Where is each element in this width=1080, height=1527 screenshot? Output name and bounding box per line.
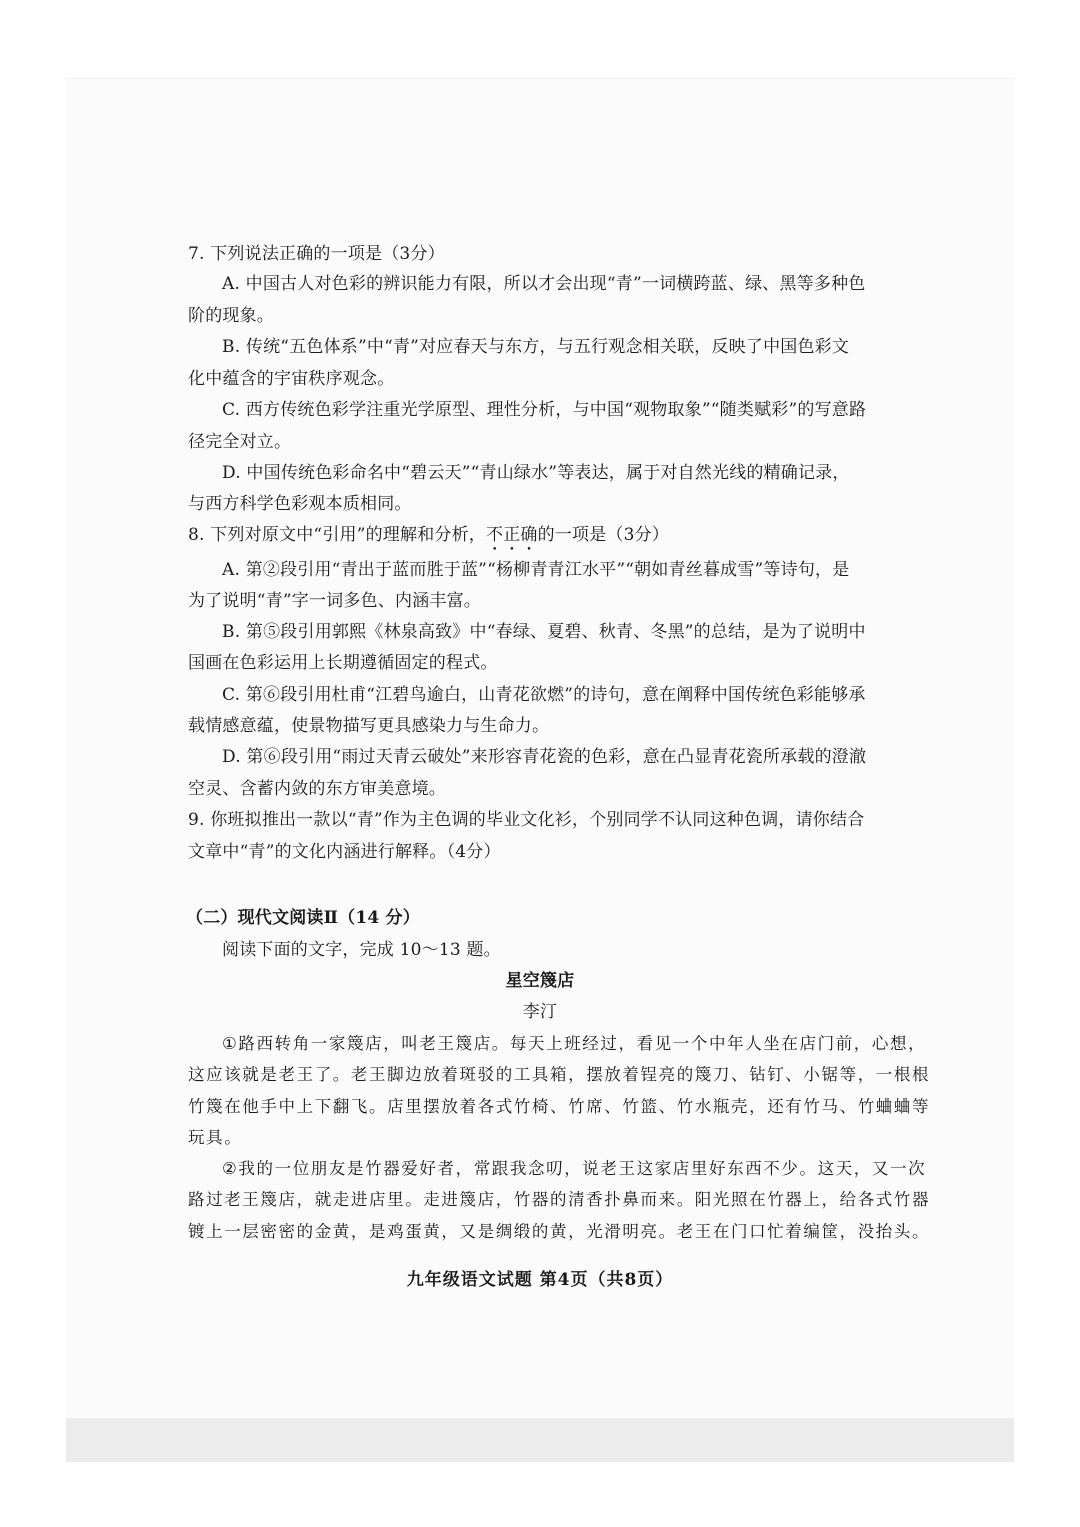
story-paragraph-1-line-4: 玩具。 [188, 1128, 243, 1147]
story-author: 李汀 [522, 1002, 558, 1022]
scan-bottom-edge [66, 1418, 1014, 1462]
story-paragraph-1-line-2: 这应该就是老王了。老王脚边放着斑驳的工具箱，摆放着锃亮的篾刀、钻钉、小锯等，一根根 [188, 1065, 931, 1084]
question-8-option-c: C. 第⑥段引用杜甫“江碧鸟逾白，山青花欲燃”的诗句，意在阐释中国传统色彩能够承 [222, 685, 866, 705]
question-8-option-b: B. 第⑤段引用郭熙《林泉高致》中“春绿、夏碧、秋青、冬黑”的总结，是为了说明中 [222, 622, 866, 642]
question-9-line-2: 文章中“青”的文化内涵进行解释。（4分） [188, 842, 501, 862]
question-8-stem [188, 524, 669, 555]
question-7-option-c: C. 西方传统色彩学注重光学原型、理性分析，与中国“观物取象”“随类赋彩”的写意路 [222, 400, 867, 420]
reading-instruction: 阅读下面的文字，完成 10～13 题。 [222, 940, 501, 960]
story-paragraph-2-line-3: 镀上一层密密的金黄，是鸡蛋黄，又是绸缎的黄，光滑明亮。老王在门口忙着编筐，没抬头。 [188, 1222, 931, 1241]
question-8-option-c-cont: 载情感意蕴，使景物描写更具感染力与生命力。 [188, 716, 550, 736]
question-7-option-c-cont: 径完全对立。 [188, 432, 292, 452]
section-heading: （二）现代文阅读Ⅱ（14 分） [186, 908, 420, 928]
story-title: 星空篾店 [505, 971, 575, 991]
story-paragraph-2-line-2: 路过老王篾店，就走进店里。走进篾店，竹器的清香扑鼻而来。阳光照在竹器上，给各式竹器 [188, 1190, 931, 1209]
question-8-option-d: D. 第⑥段引用“雨过天青云破处”来形容青花瓷的色彩，意在凸显青花瓷所承载的澄澈 [222, 747, 867, 767]
question-7-stem: 7. 下列说法正确的一项是（3分） [188, 244, 445, 264]
question-8-option-d-cont: 空灵、含蓄内敛的东方审美意境。 [188, 779, 446, 799]
story-paragraph-1-line-1: ①路西转角一家篾店，叫老王篾店。每天上班经过，看见一个中年人坐在店门前，心想， [222, 1034, 927, 1053]
question-9-line-1: 9. 你班拟推出一款以“青”作为主色调的毕业文化衫，个别同学不认同这种色调，请你结合 [188, 810, 865, 830]
story-paragraph-1-line-3: 竹篾在他手中上下翻飞。店里摆放着各式竹椅、竹席、竹篮、竹水瓶壳，还有竹马、竹蛐蛐等 [188, 1097, 931, 1116]
question-8-stem-start: 8. 下列对原文中“引用”的理解和分析， [188, 525, 487, 545]
question-8-option-b-cont: 国画在色彩运用上长期遵循固定的程式。 [188, 653, 498, 673]
question-7-option-a-cont: 阶的现象。 [188, 306, 274, 326]
question-8-option-a-cont: 为了说明“青”字一词多色、内涵丰富。 [188, 591, 481, 611]
page-footer: 九年级语文试题 第4页（共8页） [406, 1270, 674, 1290]
question-7-option-b-cont: 化中蕴含的宇宙秩序观念。 [188, 369, 395, 389]
question-7-option-d: D. 中国传统色彩命名中“碧云天”“青山绿水”等表达，属于对自然光线的精确记录， [222, 463, 850, 483]
question-7-option-a: A. 中国古人对色彩的辨识能力有限，所以才会出现“青”一词横跨蓝、绿、黑等多种色 [222, 274, 866, 294]
question-7-option-d-cont: 与西方科学色彩观本质相同。 [188, 494, 412, 514]
question-8-emphasis: 不正确 [486, 525, 538, 545]
question-7-option-b: B. 传统“五色体系”中“青”对应春天与东方，与五行观念相关联，反映了中国色彩文 [222, 337, 850, 357]
story-paragraph-2-line-1: ②我的一位朋友是竹器爱好者，常跟我念叨，说老王这家店里好东西不少。这天，又一次 [222, 1159, 927, 1178]
question-8-stem-end: 的一项是（3分） [537, 525, 670, 545]
question-8-option-a: A. 第②段引用“青出于蓝而胜于蓝”“杨柳青青江水平”“朝如青丝暮成雪”等诗句，是 [222, 560, 850, 580]
